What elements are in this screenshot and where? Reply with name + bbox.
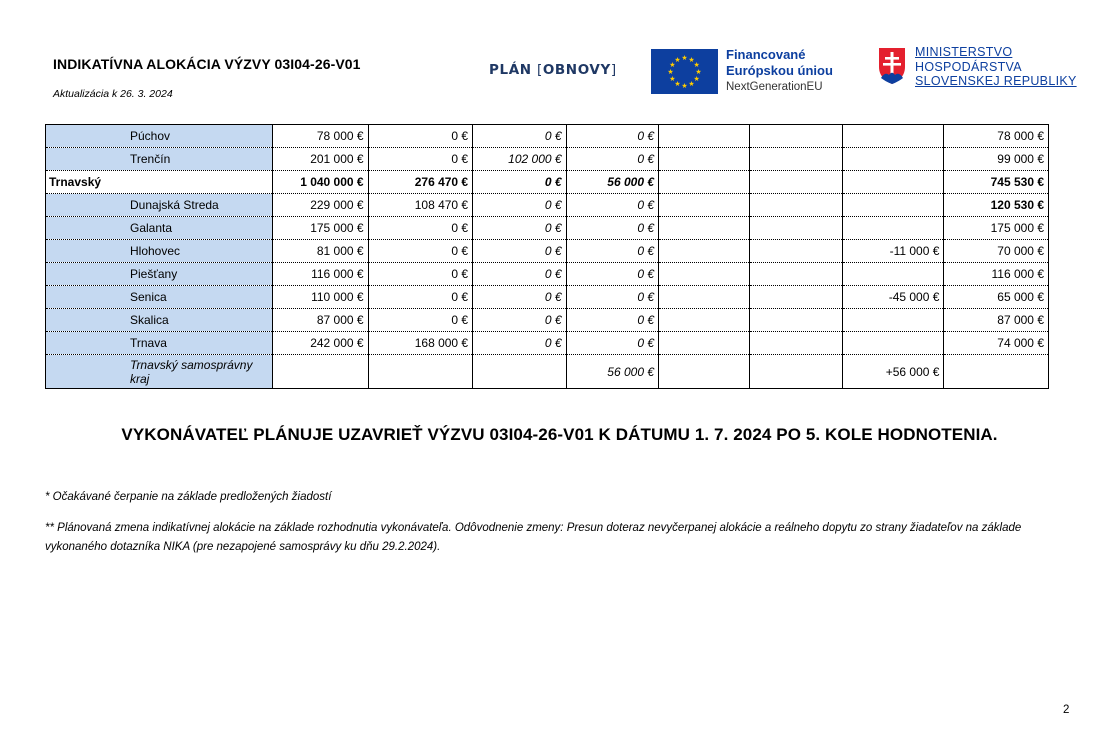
table-row <box>46 355 1049 389</box>
table-cell: 0 € <box>473 171 566 194</box>
table-cell <box>659 194 750 217</box>
table-cell: 0 € <box>566 125 658 148</box>
row-name: Hlohovec <box>46 240 273 263</box>
plan-logo-word1: PLÁN <box>489 62 532 78</box>
ministry-label-line3: SLOVENSKEJ REPUBLIKY <box>915 74 1077 88</box>
table-cell <box>750 309 842 332</box>
table-cell <box>659 148 750 171</box>
table-cell: 110 000 € <box>273 286 368 309</box>
row-name: Trnava <box>46 332 273 355</box>
table-cell <box>659 355 750 389</box>
eu-star-icon: ★ <box>681 55 688 62</box>
table-cell: 56 000 € <box>566 171 658 194</box>
table-row <box>46 332 1049 355</box>
ministry-label-line1: MINISTERSTVO <box>915 45 1013 59</box>
table-row <box>46 263 1049 286</box>
table-row <box>46 148 1049 171</box>
table-cell: 0 € <box>566 194 658 217</box>
table-cell: 0 € <box>368 286 473 309</box>
row-name: Senica <box>46 286 273 309</box>
table-cell: 87 000 € <box>273 309 368 332</box>
row-name: Trenčín <box>46 148 273 171</box>
table-row <box>46 240 1049 263</box>
table-cell: 56 000 € <box>566 355 658 389</box>
eu-label-line2: Európskou úniou <box>726 63 833 78</box>
table-cell <box>750 286 842 309</box>
table-cell: 0 € <box>473 309 566 332</box>
row-name: Trnavský <box>46 171 273 194</box>
table-cell <box>473 355 566 389</box>
table-cell: 116 000 € <box>944 263 1049 286</box>
table-cell <box>842 309 944 332</box>
table-cell <box>659 217 750 240</box>
eu-star-icon: ★ <box>669 76 676 83</box>
eu-label-line3: NextGenerationEU <box>726 81 823 93</box>
table-cell: +56 000 € <box>842 355 944 389</box>
table-cell: 276 470 € <box>368 171 473 194</box>
document-title: INDIKATÍVNA ALOKÁCIA VÝZVY 03I04-26-V01 <box>53 56 361 72</box>
table-cell: 0 € <box>566 263 658 286</box>
table-cell: 0 € <box>473 217 566 240</box>
table-cell <box>842 263 944 286</box>
table-cell: 65 000 € <box>944 286 1049 309</box>
eu-star-icon: ★ <box>674 56 681 64</box>
table-cell: 0 € <box>368 263 473 286</box>
table-cell: 1 040 000 € <box>273 171 368 194</box>
table-row <box>46 286 1049 309</box>
table-cell: 81 000 € <box>273 240 368 263</box>
table-cell <box>842 125 944 148</box>
table-cell <box>659 309 750 332</box>
table-cell: 0 € <box>368 125 473 148</box>
table-cell: 70 000 € <box>944 240 1049 263</box>
row-name: Skalica <box>46 309 273 332</box>
row-name: Púchov <box>46 125 273 148</box>
table-cell <box>944 355 1049 389</box>
table-cell: 0 € <box>473 332 566 355</box>
table-cell: 0 € <box>368 148 473 171</box>
document-updated-date: Aktualizácia k 26. 3. 2024 <box>53 88 173 100</box>
footnote-expected-drawdown: * Očakávané čerpanie na základe predložených žiadostí <box>45 491 332 503</box>
eu-flag-icon <box>651 49 718 94</box>
plan-logo-word2: OBNOVY <box>542 62 611 78</box>
table-cell: 0 € <box>566 240 658 263</box>
table-cell: 0 € <box>566 309 658 332</box>
eu-star-icon: ★ <box>693 76 700 83</box>
table-cell <box>659 332 750 355</box>
table-cell <box>659 263 750 286</box>
table-cell: 102 000 € <box>473 148 566 171</box>
row-name: Dunajská Streda <box>46 194 273 217</box>
table-cell <box>368 355 473 389</box>
table-cell <box>750 125 842 148</box>
table-cell: -45 000 € <box>842 286 944 309</box>
eu-label-line1: Financované <box>726 47 806 62</box>
table-cell <box>750 332 842 355</box>
table-cell: 0 € <box>473 125 566 148</box>
table-row <box>46 217 1049 240</box>
plan-obnovy-logo: PLÁN [OBNOVY] <box>489 62 617 78</box>
table-cell: 0 € <box>473 240 566 263</box>
table-cell: 201 000 € <box>273 148 368 171</box>
table-cell <box>842 332 944 355</box>
slovak-coat-of-arms-icon <box>878 47 906 85</box>
table-cell: 108 470 € <box>368 194 473 217</box>
table-cell: 175 000 € <box>944 217 1049 240</box>
table-cell: 0 € <box>566 286 658 309</box>
table-cell <box>750 171 842 194</box>
table-cell: 78 000 € <box>273 125 368 148</box>
table-cell: 0 € <box>566 217 658 240</box>
table-cell: 0 € <box>368 217 473 240</box>
table-cell: 175 000 € <box>273 217 368 240</box>
row-name: Galanta <box>46 217 273 240</box>
table-cell <box>750 355 842 389</box>
table-cell <box>659 286 750 309</box>
eu-star-icon: ★ <box>688 81 695 89</box>
footnote-planned-change: ** Plánovaná zmena indikatívnej alokácie na základe rozhodnutia vykonávateľa. Odôvodnenie zmeny: Presun doteraz nevyčerpanej alokácie a reálneho dopytu zo strany žiadateľov na základe vykonaného dotazníka NIKA (pre nezapojené samosprávy ku dňu 29.2.2024). <box>45 522 1022 553</box>
table-cell: 0 € <box>368 309 473 332</box>
table-cell <box>659 240 750 263</box>
table-cell <box>842 194 944 217</box>
table-cell <box>842 217 944 240</box>
table-cell: 87 000 € <box>944 309 1049 332</box>
table-cell: 0 € <box>566 148 658 171</box>
table-cell: 74 000 € <box>944 332 1049 355</box>
table-cell: 0 € <box>473 194 566 217</box>
table-cell: 0 € <box>473 286 566 309</box>
eu-star-icon: ★ <box>693 62 700 69</box>
eu-star-icon: ★ <box>695 69 702 76</box>
table-cell: 116 000 € <box>273 263 368 286</box>
table-cell <box>842 148 944 171</box>
table-cell <box>750 263 842 286</box>
ministry-label-line2: HOSPODÁRSTVA <box>915 59 1022 74</box>
page-number: 2 <box>1063 704 1070 716</box>
table-cell: -11 000 € <box>842 240 944 263</box>
table-cell <box>750 240 842 263</box>
table-cell: 0 € <box>473 263 566 286</box>
table-cell: 229 000 € <box>273 194 368 217</box>
table-cell <box>750 194 842 217</box>
eu-star-icon: ★ <box>681 83 688 90</box>
eu-star-icon: ★ <box>669 62 676 69</box>
closing-announcement: VYKONÁVATEĽ PLÁNUJE UZAVRIEŤ VÝZVU 03I04-26-V01 K DÁTUMU 1. 7. 2024 PO 5. KOLE HODNOTENIA. <box>121 425 998 444</box>
eu-star-icon: ★ <box>674 81 681 89</box>
table-cell <box>750 148 842 171</box>
allocation-table <box>45 124 1049 389</box>
table-cell: 242 000 € <box>273 332 368 355</box>
eu-star-icon: ★ <box>667 69 674 76</box>
table-cell: 99 000 € <box>944 148 1049 171</box>
table-cell: 78 000 € <box>944 125 1049 148</box>
row-name: Trnavský samosprávny kraj <box>46 355 273 389</box>
eu-funding-label <box>726 47 833 95</box>
table-row <box>46 171 1049 194</box>
ministry-label <box>915 45 1077 89</box>
table-cell: 120 530 € <box>944 194 1049 217</box>
table-cell <box>659 171 750 194</box>
table-cell: 745 530 € <box>944 171 1049 194</box>
table-cell: 168 000 € <box>368 332 473 355</box>
table-cell <box>273 355 368 389</box>
table-cell <box>659 125 750 148</box>
table-row <box>46 309 1049 332</box>
row-name: Piešťany <box>46 263 273 286</box>
table-cell <box>842 171 944 194</box>
table-cell <box>750 217 842 240</box>
eu-star-icon: ★ <box>688 56 695 64</box>
table-cell: 0 € <box>368 240 473 263</box>
table-row <box>46 194 1049 217</box>
table-cell: 0 € <box>566 332 658 355</box>
table-row <box>46 125 1049 148</box>
